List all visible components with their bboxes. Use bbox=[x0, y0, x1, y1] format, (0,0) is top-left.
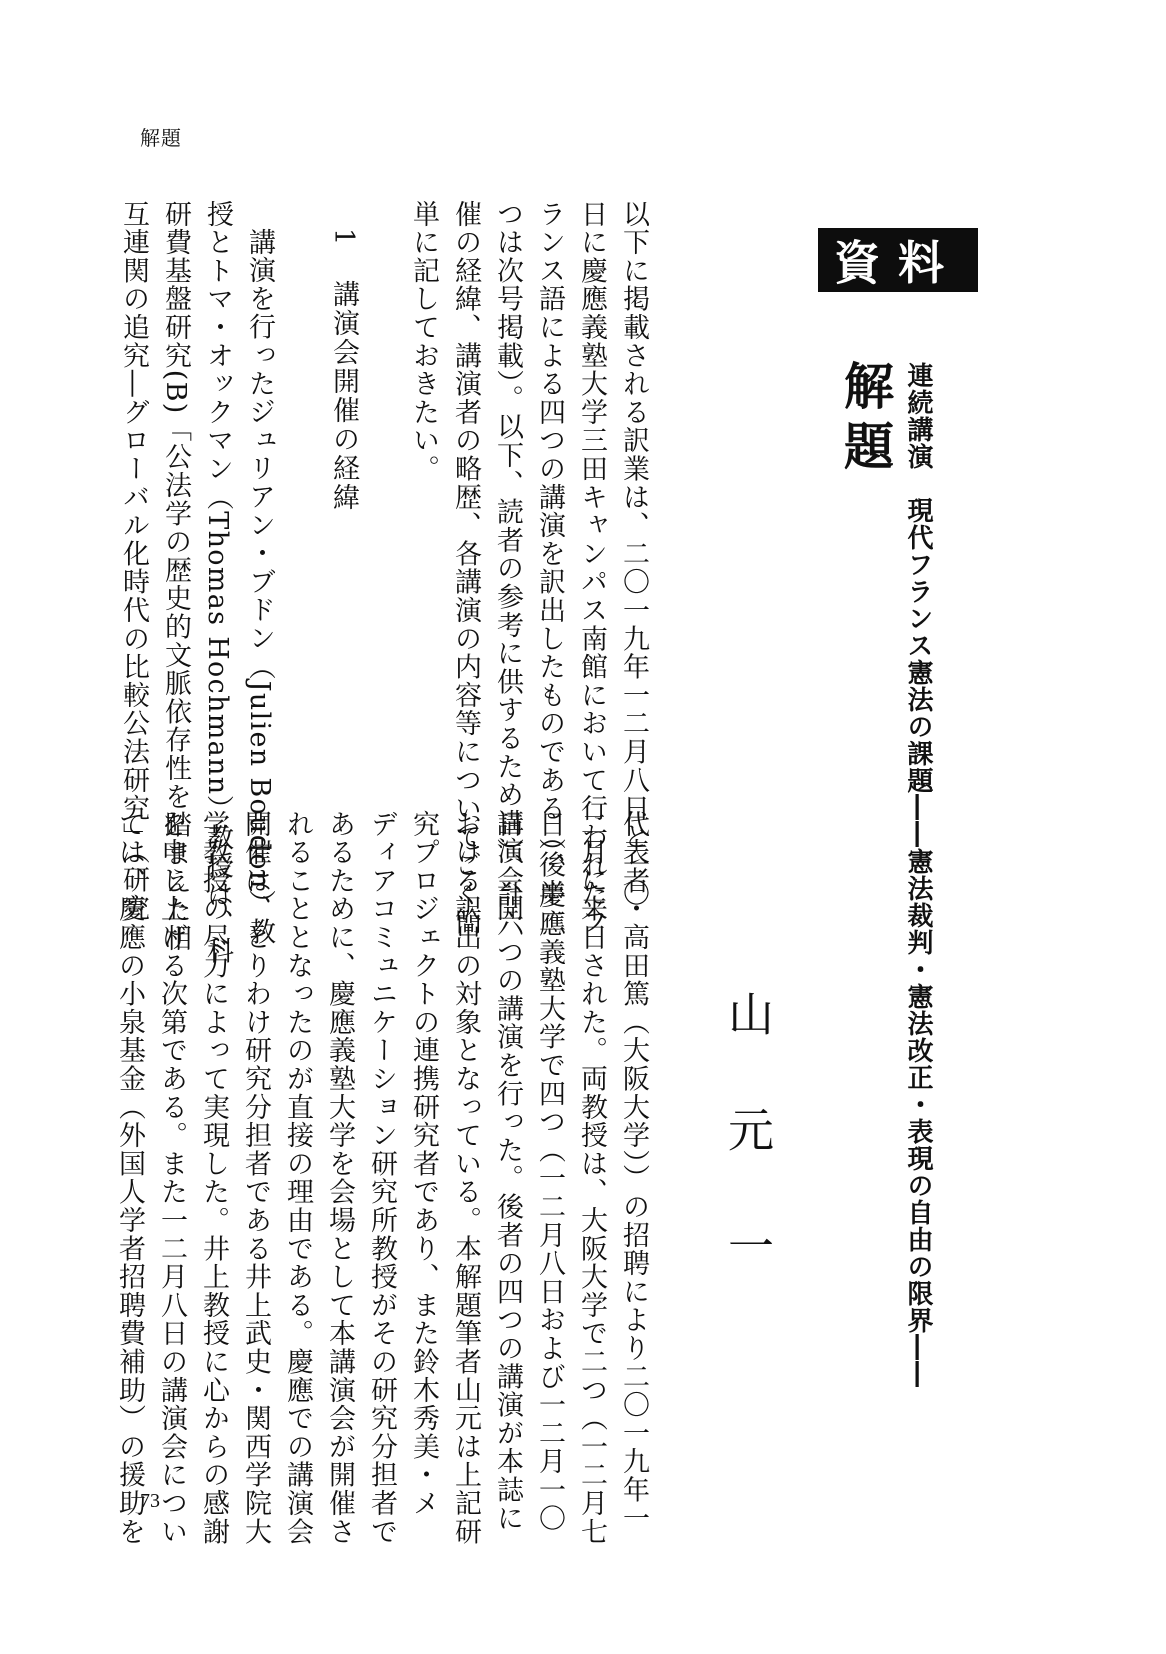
body-column: 二月に来日された。両教授は、大阪大学で二つ（一二月七 bbox=[576, 810, 607, 1546]
section-heading-title: 講演会開催の経緯 bbox=[328, 280, 359, 512]
body-column: を申し上げる次第である。また一二月八日の講演会につい bbox=[156, 810, 187, 1546]
body-column: 日に慶應義塾大学三田キャンパス南館において行われたフ bbox=[576, 200, 607, 936]
body-column: 日）、慶應義塾大学で四つ（一二月八日および一二月一〇 bbox=[534, 810, 565, 1533]
author-name: 山元一 bbox=[721, 990, 775, 1338]
body-column: 互連関の追究―グローバル化時代の比較公法研究」（研究 bbox=[118, 200, 149, 923]
body-column: 開催は、とりわけ研究分担者である井上武史・関西学院大 bbox=[240, 810, 271, 1546]
body-column: 催の経緯、講演者の略歴、各講演の内容等についてごく簡 bbox=[450, 200, 481, 936]
body-column: 研費基盤研究(B)「公法学の歴史的文脈依存性を踏まえた相 bbox=[160, 200, 191, 953]
page-number: 73 bbox=[140, 1490, 160, 1512]
body-column: つは次号掲載）。以下、読者の参考に供するため講演会開 bbox=[492, 200, 523, 923]
article-title: 解題 bbox=[836, 360, 894, 480]
body-column: 以下に掲載される訳業は、二〇一九年一二月八日と一〇 bbox=[618, 200, 649, 908]
body-column: ランス語による四つの講演を訳出したものである（後半二 bbox=[534, 200, 565, 936]
body-column: れることとなったのが直接の理由である。慶應での講演会 bbox=[282, 810, 313, 1546]
section-heading-number: 1 bbox=[328, 228, 359, 248]
series-title: 連続講演 現代フランス憲法の課題――憲法裁判・憲法改正・表現の自由の限界―― bbox=[903, 362, 933, 1388]
body-column: ては、慶應の小泉基金（外国人学者招聘費補助）の援助を bbox=[114, 810, 145, 1546]
body-column: 単に記しておきたい。 bbox=[408, 200, 439, 483]
body-column: あるために、慶應義塾大学を会場として本講演会が開催さ bbox=[324, 810, 355, 1546]
body-column: 講演を行ったジュリアン・ブドン（Julien Boudon）教 bbox=[244, 228, 275, 947]
body-column: 授とトマ・オックマン（Thomas Hochmann）教授は、科 bbox=[202, 200, 233, 966]
body-column: 代表者・高田篤（大阪大学））の招聘により二〇一九年一 bbox=[618, 810, 649, 1533]
body-column: 究プロジェクトの連携研究者であり、また鈴木秀美・メ bbox=[408, 810, 439, 1518]
body-column: おける訳出の対象となっている。本解題筆者山元は上記研 bbox=[450, 810, 481, 1546]
body-column: 学教授の尽力によって実現した。井上教授に心からの感謝 bbox=[198, 810, 229, 1546]
running-head: 解題 bbox=[140, 126, 182, 150]
body-column: 日）、計六つの講演を行った。後者の四つの講演が本誌に bbox=[492, 810, 523, 1533]
section-label-box: 資料 bbox=[818, 228, 978, 292]
body-column: ディアコミュニケーション研究所教授がその研究分担者で bbox=[366, 810, 397, 1546]
